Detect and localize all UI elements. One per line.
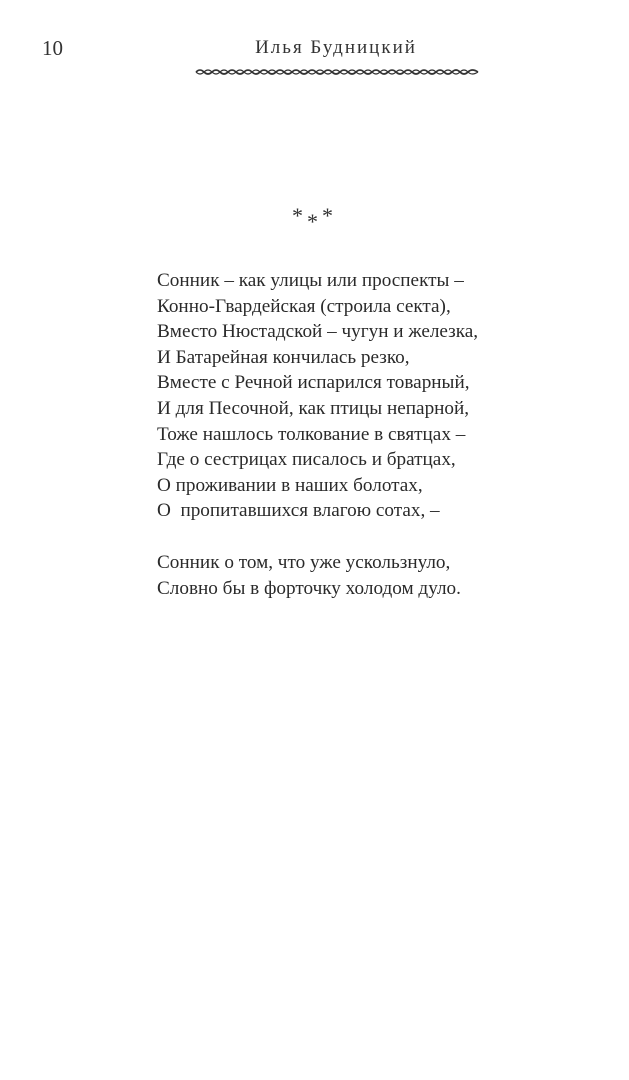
poem-line: И для Песочной, как птицы непарной, xyxy=(157,397,470,419)
poem-line: Конно-Гвардейская (строила секта), xyxy=(157,295,451,317)
stanza-2 xyxy=(157,550,597,601)
page-number: 10 xyxy=(42,36,63,60)
poem-line: Тоже нашлось толкование в святцах – xyxy=(157,423,466,445)
poem-line: Сонник – как улицы или проспекты – xyxy=(157,270,464,291)
poem-line: О проживании в наших болотах, xyxy=(157,474,423,496)
poem-line: Вместо Нюстадской – чугун и железка, xyxy=(157,321,479,343)
decorative-rule-ornament xyxy=(194,66,480,78)
poem-line: Вместе с Речной испарился товарный, xyxy=(157,372,470,394)
asterisk-middle: * xyxy=(307,209,322,234)
poem xyxy=(157,268,597,627)
poem-line: О пропитавшихся влагою сотах, – xyxy=(157,500,440,522)
asterisk-left: * xyxy=(292,203,307,228)
poem-line: Сонник о том, что уже ускользнуло, xyxy=(157,551,451,573)
running-head-author: Илья Будницкий xyxy=(255,37,417,58)
poem-line: Где о сестрицах писалось и братцах, xyxy=(157,449,456,471)
stanza-1 xyxy=(157,268,597,524)
poem-line: Словно бы в форточку холодом дуло. xyxy=(157,577,461,599)
poem-line: И Батарейная кончилась резко, xyxy=(157,346,410,368)
asterisk-right: * xyxy=(322,203,337,228)
section-asterism xyxy=(0,203,629,234)
